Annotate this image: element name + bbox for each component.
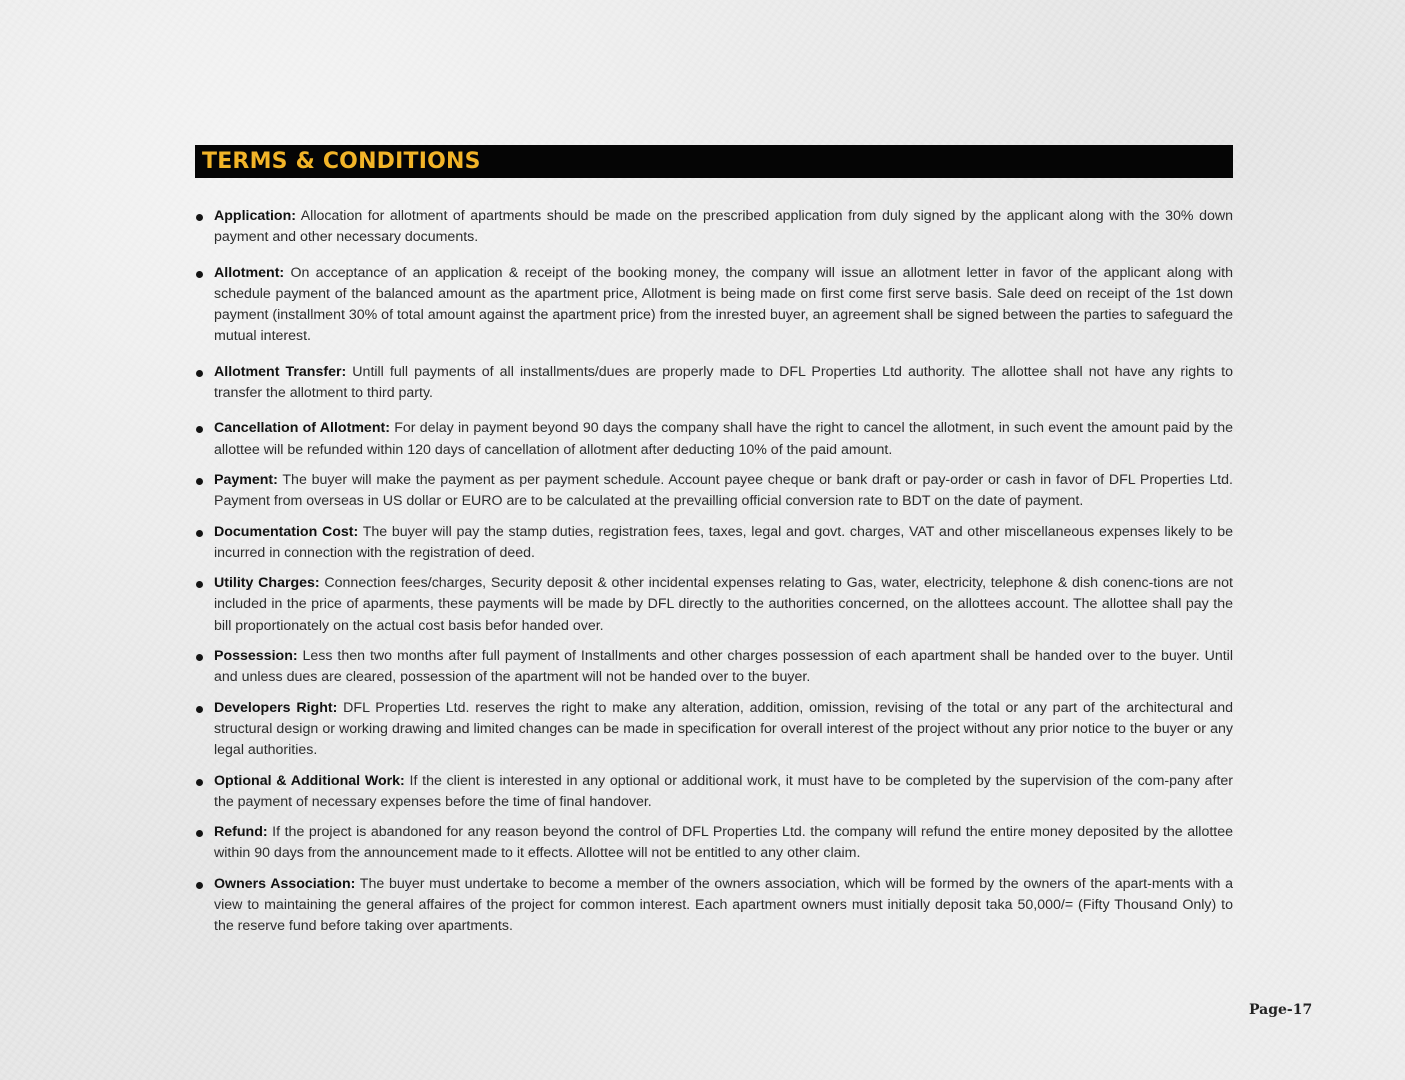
bullet-icon — [196, 271, 203, 278]
term-application — [195, 206, 1233, 249]
bullet-icon — [196, 882, 203, 889]
term-label: Cancellation of Allotment: — [214, 420, 390, 437]
term-text: Allocation for allotment of apartments should be made on the prescribed application from duly signed by the applicant along with the 30% down payment and other necessary documents. — [214, 208, 1233, 246]
term-label: Optional & Additional Work: — [214, 772, 405, 789]
bullet-icon — [196, 214, 203, 221]
bullet-icon — [196, 478, 203, 485]
term-label: Allotment: — [214, 264, 285, 281]
term-text: Less then two months after full payment of Installments and other charges possession of each apartment shall be handed over to the buyer. Until and unless dues are cleared, possession of the apartment will not be handed over to the buyer. — [214, 648, 1233, 686]
term-label: Application: — [214, 208, 296, 224]
term-allotment-transfer — [195, 362, 1233, 405]
bullet-icon — [196, 370, 203, 377]
bullet-icon — [196, 654, 203, 661]
term-text: The buyer will make the payment as per payment schedule. Account payee cheque or bank draft or pay-order or cash in favor of DFL Properties Ltd. Payment from overseas in US dollar or EURO are to be calculated at the prevailling official conversion rate to BDT on the date of payment. — [214, 471, 1233, 510]
term-cancellation — [195, 418, 1233, 461]
bullet-icon — [196, 830, 203, 837]
terms-list — [195, 206, 1233, 938]
bullet-icon — [196, 530, 203, 537]
term-text: Untill full payments of all installments/dues are properly made to DFL Properties Ltd authority. The allottee shall not have any rights to transfer the allotment to third party. — [214, 363, 1233, 402]
term-label: Refund: — [214, 824, 268, 841]
term-text: DFL Properties Ltd. reserves the right to make any alteration, addition, omission, revising of the total or any part of the architectural and structural design or working drawing and limited changes can be made in specification for overall interest of the project without any prior notice to the buyer or any legal authorities. — [214, 699, 1234, 759]
term-label: Owners Association: — [214, 875, 356, 892]
term-possession — [195, 646, 1233, 689]
term-label: Developers Right: — [214, 699, 338, 716]
bullet-icon — [196, 426, 203, 433]
term-label: Allotment Transfer: — [214, 363, 347, 380]
page-number: Page-17 — [1249, 1002, 1313, 1018]
term-label: Payment: — [214, 471, 278, 488]
term-label: Possession: — [214, 648, 298, 665]
term-label: Documentation Cost: — [214, 523, 359, 540]
term-refund — [195, 822, 1233, 865]
term-text: If the project is abandoned for any reason beyond the control of DFL Properties Ltd. the company will refund the entire money deposited by the allottee within 90 days from the announcement made to it effects. Allottee will not be entitled to any other claim. — [214, 824, 1233, 862]
section-title: TERMS & CONDITIONS — [202, 148, 481, 174]
term-text: The buyer must undertake to become a member of the owners association, which will be formed by the owners of the apart-ments with a view to maintaining the general affaires of the project for common interest. Each apartment owners must initially deposit taka 50,000/= (Fifty Thousand Only) to the reserve fund before taking over apartments. — [214, 875, 1233, 935]
term-text: On acceptance of an application & receipt of the booking money, the company will issue an allotment letter in favor of the applicant along with schedule payment of the balanced amount as the apartment price, Allotment is being made on first come first serve basis. Sale deed on receipt of the 1st down payment (installment 30% of total amount against the apartment price) from the inrested buyer, an agreement shall be signed between the parties to safeguard the mutual interest. — [214, 264, 1233, 345]
term-optional-additional-work — [195, 771, 1233, 814]
term-text: Connection fees/charges, Security deposit & other incidental expenses relating to Gas, water, electricity, telephone & dish conenc-tions are not included in the price of aparments, these payments will be made by DFL directly to the authorities concerned, on the allottees account. The allottee shall pay the bill proportionately on the actual cost basis befor handed over. — [214, 575, 1233, 634]
bullet-icon — [196, 706, 203, 713]
term-text: If the client is interested in any optional or additional work, it must have to be completed by the supervision of the com-pany after the payment of necessary expenses before the time of final handover. — [214, 772, 1234, 810]
bullet-icon — [196, 581, 203, 588]
term-utility-charges — [195, 573, 1233, 637]
term-text: For delay in payment beyond 90 days the company shall have the right to cancel the allotment, in such event the amount paid by the allottee will be refunded within 120 days of cancellation of allotment after deducting 10% of the paid amount. — [214, 420, 1233, 458]
term-payment — [195, 470, 1233, 513]
section-title-bar — [195, 145, 1233, 178]
term-documentation-cost — [195, 522, 1233, 565]
term-label: Utility Charges: — [214, 575, 320, 592]
term-owners-association — [195, 874, 1233, 938]
term-text: The buyer will pay the stamp duties, registration fees, taxes, legal and govt. charges, VAT and other miscellaneous expenses likely to be incurred in connection with the registration of deed. — [214, 523, 1234, 561]
term-developers-right — [195, 698, 1233, 762]
bullet-icon — [196, 779, 203, 786]
term-allotment — [195, 263, 1233, 348]
